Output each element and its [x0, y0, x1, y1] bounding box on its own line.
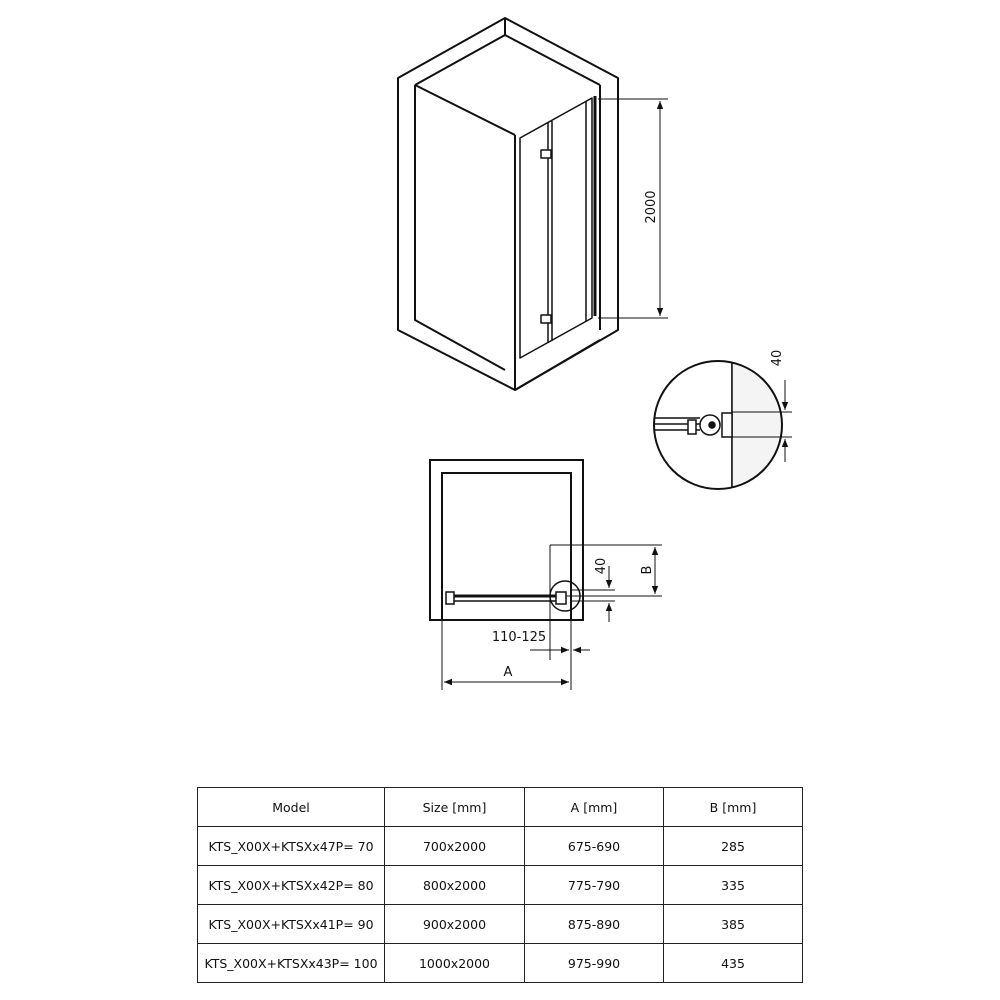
bifold-door: [520, 96, 595, 358]
cell-model: KTS_X00X+KTSXx42P= 80: [198, 866, 385, 905]
plan-view: [430, 460, 583, 620]
table-row: [198, 827, 803, 866]
cell-a: 675-690: [525, 827, 664, 866]
depth-label: B: [640, 565, 655, 575]
cell-model: KTS_X00X+KTSXx43P= 100: [198, 944, 385, 983]
cell-size: 1000x2000: [385, 944, 525, 983]
height-label: 2000: [644, 190, 659, 224]
wall-offset-label: 110-125: [491, 630, 547, 645]
header-a: A [mm]: [525, 788, 664, 827]
cell-b: 335: [664, 866, 803, 905]
plan-offset-label: 40: [594, 557, 609, 575]
detail-offset-label: 40: [770, 349, 785, 367]
width-label: A: [503, 665, 513, 680]
cell-size: 900x2000: [385, 905, 525, 944]
cell-a: 975-990: [525, 944, 664, 983]
cell-a: 775-790: [525, 866, 664, 905]
table-header-row: [198, 788, 803, 827]
cell-b: 285: [664, 827, 803, 866]
cell-a: 875-890: [525, 905, 664, 944]
table-row: [198, 866, 803, 905]
cell-size: 800x2000: [385, 866, 525, 905]
cell-b: 385: [664, 905, 803, 944]
header-model: Model: [198, 788, 385, 827]
cell-model: KTS_X00X+KTSXx41P= 90: [198, 905, 385, 944]
cell-model: KTS_X00X+KTSXx47P= 70: [198, 827, 385, 866]
table-row: [198, 905, 803, 944]
table-row: [198, 944, 803, 983]
header-b: B [mm]: [664, 788, 803, 827]
isometric-view: [398, 18, 618, 390]
header-size: Size [mm]: [385, 788, 525, 827]
cell-size: 700x2000: [385, 827, 525, 866]
dimensions-table: [197, 787, 803, 983]
detail-circle: [640, 350, 832, 500]
cell-b: 435: [664, 944, 803, 983]
